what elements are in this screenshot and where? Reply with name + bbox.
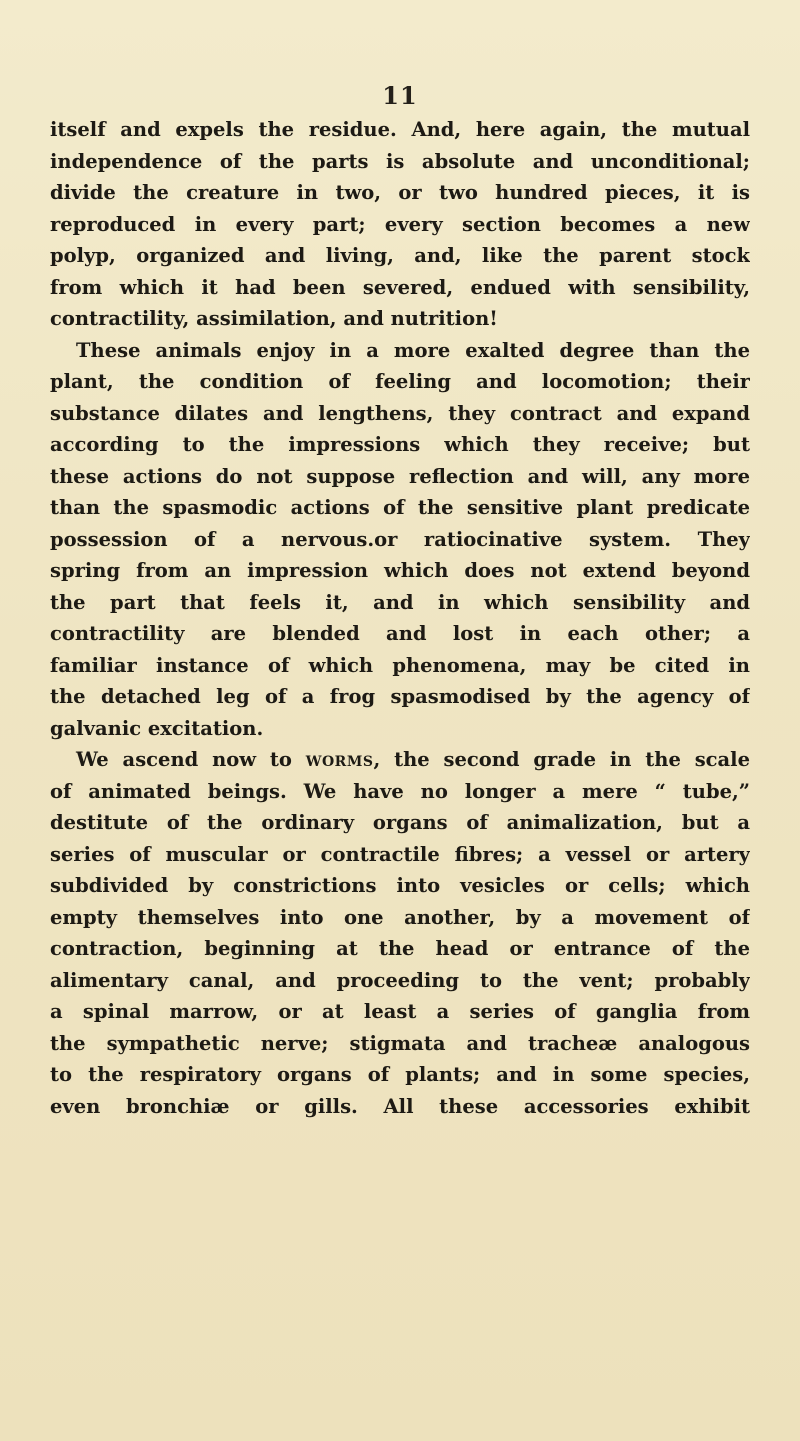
text-line: substance dilates and lengthens, they contract and expand (50, 401, 750, 425)
text-line: familiar instance of which phenomena, may be cited in (50, 653, 750, 677)
text-line (50, 744, 750, 776)
text-line: These animals enjoy in a more exalted degree than the (76, 338, 750, 362)
text-line: contractility, assimilation, and nutrition! (50, 307, 498, 330)
text-line: a spinal marrow, or at least a series of ganglia from (50, 1000, 750, 1023)
text-line: alimentary canal, and proceeding to the vent; probably (50, 968, 750, 992)
text-line: reproduced in every part; every section becomes a new (50, 212, 750, 236)
text-line: itself and expels the residue. And, here again, the mutual (50, 118, 750, 141)
text-line: contractility are blended and lost in each other; a (50, 622, 750, 645)
text-line: divide the creature in two, or two hundred pieces, it is (50, 181, 750, 204)
text-line: independence of the parts is absolute and unconditional; (50, 149, 750, 173)
text-line: the detached leg of a frog spasmodised by the agency of (50, 685, 750, 708)
paragraph-2 (50, 335, 750, 745)
text-line: possession of a nervous.or ratiocinative system. They (50, 527, 750, 551)
text-line: destitute of the ordinary organs of animalization, but a (50, 811, 750, 834)
text-line: even bronchiæ or gills. All these accessories exhibit (50, 1094, 750, 1118)
text-line: series of muscular or contractile fibres; a vessel or artery (50, 842, 750, 866)
smallcaps-term: worms (305, 748, 374, 771)
text-line: polyp, organized and living, and, like the parent stock (50, 244, 750, 267)
text-line: from which it had been severed, endued with sensibility, (50, 275, 750, 299)
paragraph-1 (50, 114, 750, 335)
page-number: 11 (382, 81, 418, 110)
text-line: subdivided by constrictions into vesicles or cells; which (50, 874, 750, 897)
text-line: these actions do not suppose reflection and will, any more (50, 464, 750, 488)
text-line: of animated beings. We have no longer a mere “ tube,” (50, 779, 750, 803)
text-fragment: , the second grade in the scale (373, 748, 750, 771)
text-line: according to the impressions which they receive; but (50, 433, 750, 456)
text-line: the sympathetic nerve; stigmata and tracheæ analogous (50, 1031, 750, 1055)
text-line: the part that feels it, and in which sensibility and (50, 590, 750, 614)
body-text (50, 114, 750, 1122)
paragraph-3 (50, 744, 750, 1122)
text-line: contraction, beginning at the head or entrance of the (50, 937, 750, 960)
text-line: to the respiratory organs of plants; and in some species, (50, 1063, 750, 1086)
text-line: than the spasmodic actions of the sensitive plant predicate (50, 496, 750, 519)
text-line: galvanic excitation. (50, 716, 264, 740)
text-line: plant, the condition of feeling and locomotion; their (50, 370, 750, 393)
text-fragment: We ascend now to (76, 748, 306, 771)
text-line: empty themselves into one another, by a movement of (50, 905, 750, 929)
text-line: spring from an impression which does not extend beyond (50, 559, 750, 582)
